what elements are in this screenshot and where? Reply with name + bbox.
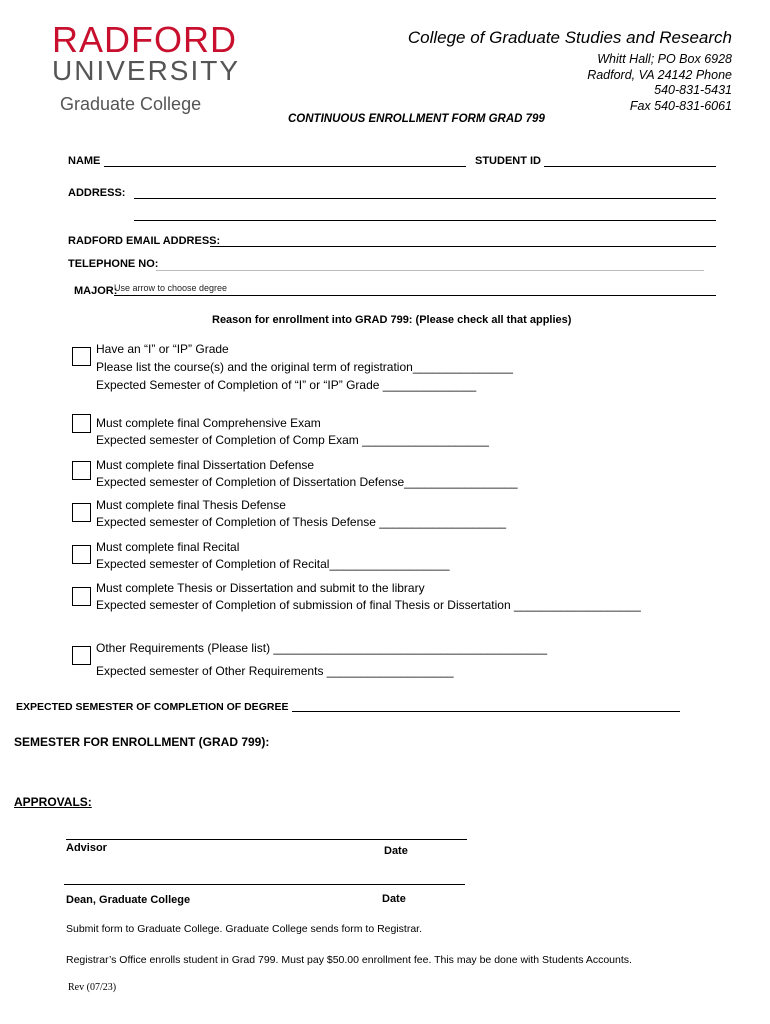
reason-text: Expected semester of Other Requirements ___________________: [96, 664, 454, 678]
address-field-line-1[interactable]: [134, 198, 716, 199]
address-label: ADDRESS:: [68, 187, 126, 199]
address-field-line-2[interactable]: [134, 220, 716, 221]
approvals-heading: APPROVALS:: [14, 795, 92, 809]
reason-text: Must complete final Dissertation Defense: [96, 458, 315, 472]
reason-checkbox[interactable]: [72, 545, 91, 564]
note-text: Registrar’s Office enrolls student in Grad 799. Must pay $50.00 enrollment fee. This may be done with Students Accounts.: [66, 954, 632, 966]
reason-text: Expected semester of Completion of Recital__________________: [96, 557, 450, 571]
reason-text: Expected Semester of Completion of “I” or “IP” Grade ______________: [96, 378, 477, 392]
date-label: Date: [382, 893, 406, 905]
reason-checkbox[interactable]: [72, 503, 91, 522]
student-id-field[interactable]: [544, 166, 716, 167]
major-field-line: [114, 295, 716, 296]
reason-checkbox[interactable]: [72, 587, 91, 606]
reason-text: Must complete final Comprehensive Exam: [96, 416, 321, 430]
telephone-field[interactable]: [156, 270, 704, 271]
reason-text: Expected semester of Completion of Thesis Defense ___________________: [96, 515, 507, 529]
logo-university: UNIVERSITY: [52, 55, 241, 86]
major-dropdown[interactable]: Use arrow to choose degree: [114, 283, 228, 293]
email-field[interactable]: [210, 246, 716, 247]
header-address-line: 540-831-5431: [654, 83, 732, 97]
reason-text: Other Requirements (Please list) _________________________________________: [96, 641, 548, 655]
reason-text: Must complete final Recital: [96, 540, 240, 554]
reason-checkbox[interactable]: [72, 646, 91, 665]
name-label: NAME: [68, 155, 101, 167]
email-label: RADFORD EMAIL ADDRESS:: [68, 235, 221, 247]
advisor-label: Advisor: [66, 842, 107, 854]
dean-label: Dean, Graduate College: [66, 894, 191, 906]
header-address-line: Radford, VA 24142 Phone: [587, 68, 732, 82]
date-label: Date: [384, 845, 408, 857]
major-label: MAJOR:: [74, 285, 118, 297]
name-field[interactable]: [104, 166, 466, 167]
dean-signature-line[interactable]: [64, 884, 465, 885]
form-title: CONTINUOUS ENROLLMENT FORM GRAD 799: [288, 113, 545, 125]
expected-degree-label: EXPECTED SEMESTER OF COMPLETION OF DEGREE: [16, 701, 289, 713]
reason-text: Expected semester of Completion of Comp Exam ___________________: [96, 433, 489, 447]
reason-checkbox[interactable]: [72, 414, 91, 433]
advisor-signature-line[interactable]: [66, 839, 467, 840]
revision-label: Rev (07/23): [68, 982, 117, 993]
student-id-label: STUDENT ID: [475, 155, 541, 167]
reason-text: Expected semester of Completion of Dissertation Defense_________________: [96, 475, 518, 489]
enrollment-label: SEMESTER FOR ENROLLMENT (GRAD 799):: [14, 735, 270, 749]
reason-text: Expected semester of Completion of submission of final Thesis or Dissertation ___________________: [96, 598, 641, 612]
reason-text: Must complete Thesis or Dissertation and submit to the library: [96, 581, 425, 595]
logo-radford: RADFORD: [52, 19, 237, 60]
header-address-line: Whitt Hall; PO Box 6928: [597, 52, 732, 66]
reason-checkbox[interactable]: [72, 461, 91, 480]
telephone-label: TELEPHONE NO:: [68, 258, 159, 270]
logo-graduate-college: Graduate College: [60, 94, 202, 114]
header-title: College of Graduate Studies and Research: [407, 28, 732, 47]
reason-text: Have an “I” or “IP” Grade: [96, 342, 229, 356]
expected-degree-field[interactable]: [292, 711, 680, 712]
header-address-line: Fax 540-831-6061: [629, 99, 732, 113]
reason-text: Must complete final Thesis Defense: [96, 498, 286, 512]
reason-checkbox[interactable]: [72, 347, 91, 366]
reason-text: Please list the course(s) and the original term of registration_______________: [96, 360, 513, 374]
reason-heading: Reason for enrollment into GRAD 799: (Please check all that applies): [212, 314, 572, 326]
note-text: Submit form to Graduate College. Graduate College sends form to Registrar.: [66, 923, 423, 935]
